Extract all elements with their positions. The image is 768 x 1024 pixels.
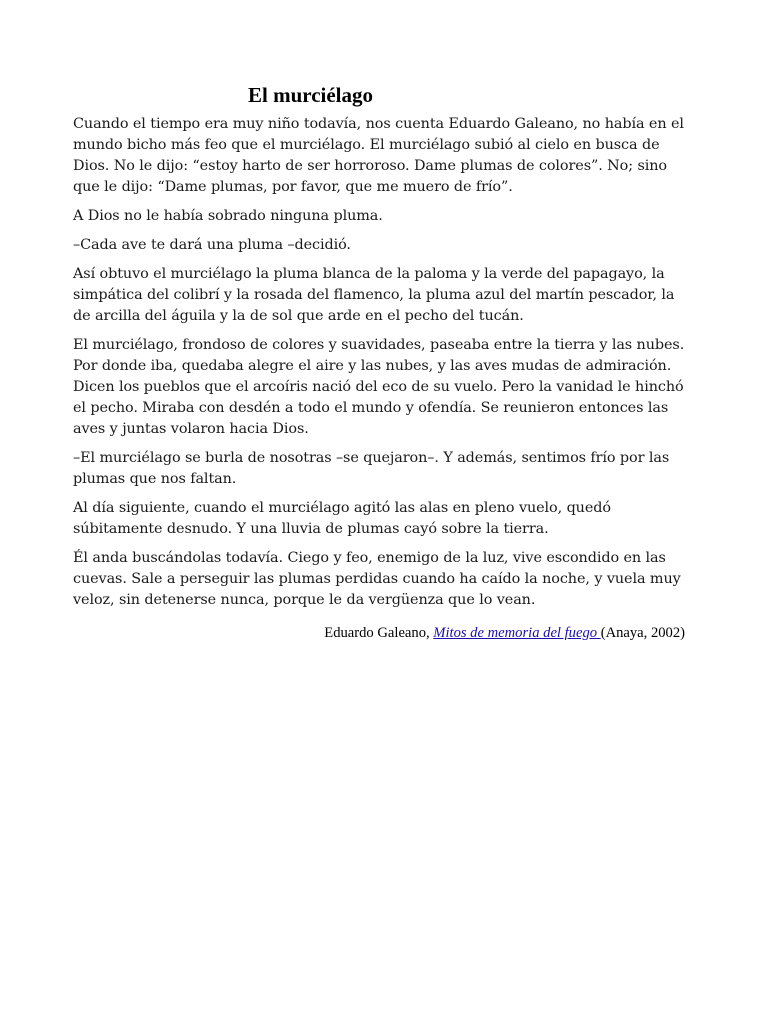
paragraph-6: –El murciélago se burla de nosotras –se quejaron–. Y además, sentimos frío por las plumas que nos faltan. — [73, 450, 670, 487]
paragraph-2: A Dios no le había sobrado ninguna pluma. — [73, 208, 383, 224]
paragraph-3: –Cada ave te dará una pluma –decidió. — [73, 237, 351, 253]
paragraph-7: Al día siguiente, cuando el murciélago agitó las alas en pleno vuelo, quedó súbitamente desnudo. Y una lluvia de plumas cayó sobre la tierra. — [73, 500, 611, 537]
paragraph-5: El murciélago, frondoso de colores y suavidades, paseaba entre la tierra y las nubes. Por donde iba, quedaba alegre el aire y las nubes, y las aves mudas de admiración. Dicen los pueblos que el arcoíris nació del eco de su vuelo. Pero la vanidad le hinchó el pecho. Miraba con desdén a todo el mundo y ofendía. Se reunieron entonces las aves y juntas volaron hacia Dios. — [73, 337, 685, 437]
attribution-author: Eduardo Galeano, — [324, 625, 434, 641]
paragraph-8: Él anda buscándolas todavía. Ciego y feo, enemigo de la luz, vive escondido en las cuevas. Sale a perseguir las plumas perdidas cuando ha caído la noche, y vuela muy veloz, sin detenerse nunca, porque le da vergüenza que lo vean. — [73, 550, 681, 608]
document-page — [73, 82, 695, 644]
paragraph-1: Cuando el tiempo era muy niño todavía, nos cuenta Eduardo Galeano, no había en el mundo bicho más feo que el murciélago. El murciélago subió al cielo en busca de Dios. No le dijo: “estoy harto de ser horroroso. Dame plumas de colores”. No; sino que le dijo: “Dame plumas, por favor, que me muero de frío”. — [73, 116, 684, 195]
attribution-line — [73, 623, 685, 644]
paragraph-4: Así obtuvo el murciélago la pluma blanca de la paloma y la verde del papagayo, la simpática del colibrí y la rosada del flamenco, la pluma azul del martín pescador, la de arcilla del águila y la de sol que arde en el pecho del tucán. — [73, 266, 675, 324]
attribution-publisher: (Anaya, 2002) — [600, 625, 685, 641]
book-title-link[interactable]: Mitos de memoria del fuego — [433, 625, 601, 641]
document-title: El murciélago — [248, 83, 374, 107]
